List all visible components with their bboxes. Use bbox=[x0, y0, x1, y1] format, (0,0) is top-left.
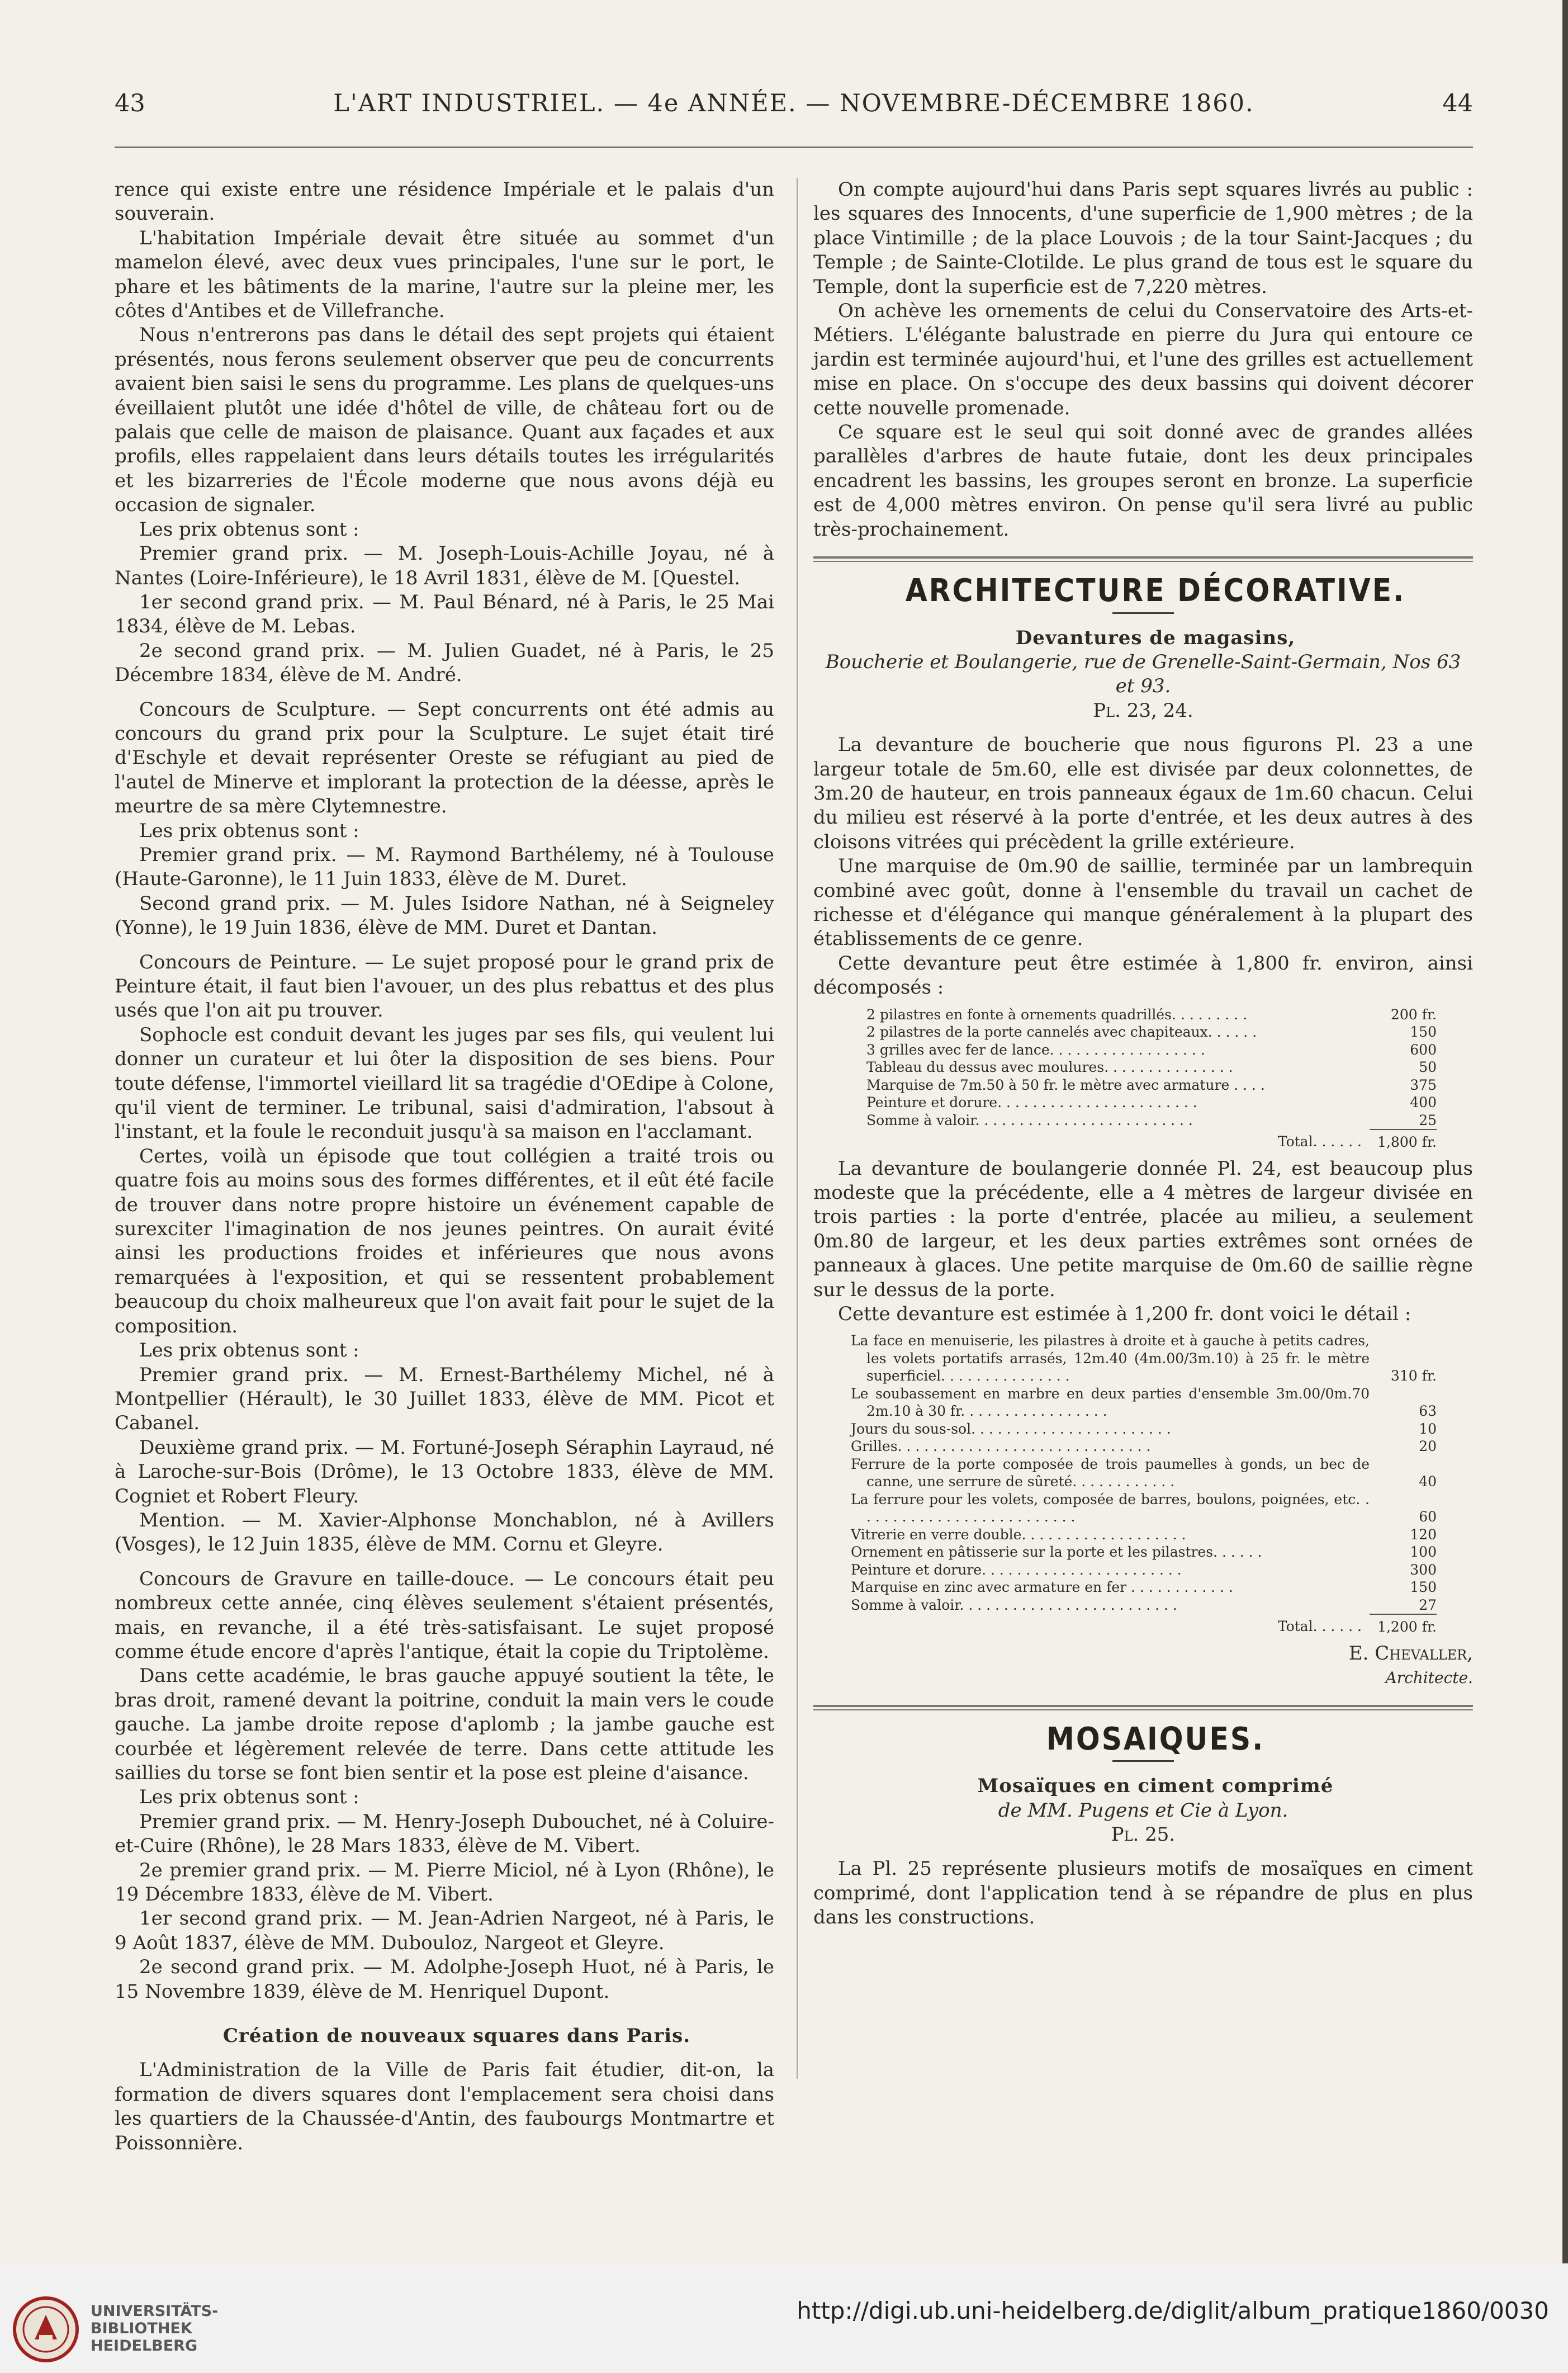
paragraph: Sophocle est conduit devant les juges par ses fils, qui veulent lui donner un curateur et lui ôter la disposition de ses biens. Pour toute défense, l'immortel vieillard lit sa tragédie d'OEdipe à Colone, qu'il vient de terminer. Le tribunal, saisi d'admiration, l'absout à l'instant, et la foule le reconduit jusqu'à sa maison en l'acclamant. bbox=[115, 1023, 774, 1143]
table-row bbox=[866, 1596, 1437, 1615]
paragraph: Concours de Peinture. — Le sujet proposé pour le grand prix de Peinture était, il faut bien l'avouer, un des plus rebattus et des plus usés que l'on ait pu trouver. bbox=[115, 951, 774, 1022]
paragraph: Cette devanture peut être estimée à 1,800 fr. environ, ainsi décomposés : bbox=[813, 952, 1473, 999]
paragraph: On compte aujourd'hui dans Paris sept squares livrés au public : les squares des Innocents, d'une superficie de 1,900 mètres ; de la place Vintimille ; de la place Louvois ; de la tour Saint-Jacques ; du Temple ; de Sainte-Clotilde. Le plus grand de tous est le square du Temple, dont la superficie est de 7,220 mètres. bbox=[813, 178, 1473, 298]
prize-entry: Premier grand prix. — M. Raymond Barthélemy, né à Toulouse (Haute-Garonne), le 11 Juin 1833, élève de M. Duret. bbox=[115, 843, 774, 891]
plate-reference: Pl. 25. bbox=[1111, 1823, 1176, 1846]
section-rule bbox=[813, 561, 1473, 562]
section-rule bbox=[813, 1705, 1473, 1707]
estimate-table-boulangerie bbox=[851, 1332, 1437, 1636]
item-label: 2 pilastres de la porte cannelés avec chapiteaux. . . . . . bbox=[866, 1024, 1257, 1041]
table-row bbox=[866, 1332, 1437, 1385]
title-underline bbox=[1112, 612, 1174, 614]
table-row bbox=[866, 1438, 1437, 1455]
prize-entry: Deuxième grand prix. — M. Fortuné-Joseph Séraphin Layraud, né à Laroche-sur-Bois (Drôme), le 13 Octobre 1833, élève de MM. Cogniet et Robert Fleury. bbox=[115, 1436, 774, 1507]
table-row bbox=[866, 1385, 1437, 1420]
total-label: Total. . . . . . bbox=[1277, 1618, 1362, 1635]
item-amount: 200 fr. bbox=[1390, 1006, 1437, 1023]
item-label: La ferrure pour les volets, composée de barres, boulons, poignées, etc. . . . . . . . . . . . . . . . . . . . . . . . . . bbox=[851, 1491, 1370, 1525]
table-row bbox=[866, 1420, 1437, 1438]
item-label: 3 grilles avec fer de lance. . . . . . . . . . . . . . . . . . bbox=[866, 1041, 1205, 1058]
page-edge-shadow bbox=[1562, 0, 1568, 2263]
item-label: Le soubassement en marbre en deux parties d'ensemble 3m.00/0m.70 2m.10 à 30 fr. . . . . . . . . . . . . . . . . bbox=[851, 1385, 1370, 1420]
item-amount: 60 bbox=[1419, 1509, 1437, 1525]
table-row bbox=[866, 1526, 1437, 1544]
item-label: Somme à valoir. . . . . . . . . . . . . . . . . . . . . . . . . bbox=[866, 1112, 1193, 1128]
prize-entry: Premier grand prix. — M. Joseph-Louis-Achille Joyau, né à Nantes (Loire-Inférieure), le 18 Avril 1831, élève de M. [Questel. bbox=[115, 542, 774, 589]
item-amount: 150 bbox=[1410, 1024, 1437, 1041]
item-label: La face en menuiserie, les pilastres à droite et à gauche à petits cadres, les volets portatifs arrasés, 12m.40 (4m.00/3m.10) à 25 fr. le mètre superficiel. . . . . . . . . . . . . . . bbox=[851, 1332, 1370, 1384]
article-heading-mosaiques: Mosaïques en ciment comprimé bbox=[977, 1775, 1334, 1798]
table-row bbox=[866, 1076, 1437, 1094]
item-amount: 25 bbox=[1370, 1112, 1437, 1130]
prize-entry: Premier grand prix. — M. Ernest-Barthélemy Michel, né à Montpellier (Hérault), le 30 Juillet 1833, élève de MM. Picot et Cabanel. bbox=[115, 1363, 774, 1435]
paragraph: Dans cette académie, le bras gauche appuyé soutient la tête, le bras droit, ramené devant la poitrine, conduit la main vers le coude gauche. La jambe droite repose d'aplomb ; la jambe gauche est courbée et légèrement relevée de terre. Dans cette attitude les saillies du torse se font bien sentir et la pose est pleine d'aisance. bbox=[115, 1665, 774, 1784]
item-amount: 400 bbox=[1410, 1094, 1437, 1111]
paragraph: Nous n'entrerons pas dans le détail des sept projets qui étaient présentés, nous ferons seulement observer que peu de concurrents avaient bien saisi le sens du programme. Les plans de quelques-uns éveillaient plutôt une idée d'hôtel de ville, de château fort ou de palais que celle de maison de plaisance. Quant aux façades et aux profils, elles rappelaient dans leurs détails toutes les irrégularités et les bizarreries de l'École moderne que nous avons déjà eu occasion de signaler. bbox=[115, 324, 774, 517]
item-label: Vitrerie en verre double. . . . . . . . . . . . . . . . . . . bbox=[851, 1526, 1186, 1543]
paragraph: Les prix obtenus sont : bbox=[139, 819, 359, 842]
article-subheading: de MM. Pugens et Cie à Lyon. bbox=[998, 1799, 1288, 1822]
author-signature: E. Chevaller, bbox=[1348, 1642, 1473, 1665]
table-row bbox=[866, 1006, 1437, 1024]
paragraph: La devanture de boulangerie donnée Pl. 24, est beaucoup plus modeste que la précédente, elle a 4 mètres de largeur divisée en trois parties : la porte d'entrée, placée au milieu, a seulement 0m.80 de largeur, et les deux parties extrêmes sont ornées de panneaux à glaces. Une petite marquise de 0m.60 de saillie règne sur le dessus de la porte. bbox=[813, 1157, 1473, 1301]
paragraph: On achève les ornements de celui du Conservatoire des Arts-et-Métiers. L'élégante balustrade en pierre du Jura qui entoure ce jardin est terminée aujourd'hui, et l'une des grilles est actuellement mise en place. On s'occupe des deux bassins qui doivent décorer cette nouvelle promenade. bbox=[813, 300, 1473, 419]
paragraph: Concours de Sculpture. — Sept concurrents ont été admis au concours du grand prix pour la Sculpture. Le sujet était tiré d'Eschyle et devait représenter Oreste se réfugiant au pied de l'autel de Minerve et implorant la protection de la déesse, après le meurtre de sa mère Clytemnestre. bbox=[115, 698, 774, 818]
paragraph: Une marquise de 0m.90 de saillie, terminée par un lambrequin combiné avec goût, donne à l'ensemble du travail un cachet de richesse et d'élégance qui manque généralement à la plupart des établissements de ce genre. bbox=[813, 855, 1473, 951]
plate-reference: Pl. 23, 24. bbox=[1093, 699, 1193, 722]
item-label: Grilles. . . . . . . . . . . . . . . . . . . . . . . . . . . . . bbox=[851, 1438, 1151, 1455]
library-seal-icon bbox=[12, 2296, 79, 2363]
item-amount: 375 bbox=[1410, 1076, 1437, 1093]
item-label: 2 pilastres en fonte à ornements quadrillés. . . . . . . . . bbox=[866, 1006, 1248, 1023]
item-label: Ornement en pâtisserie sur la porte et les pilastres. . . . . . bbox=[851, 1544, 1262, 1561]
prize-entry: 1er second grand prix. — M. Jean-Adrien Nargeot, né à Paris, le 9 Août 1837, élève de MM. Dubouloz, Nargeot et Gleyre. bbox=[115, 1907, 774, 1954]
library-name-line: HEIDELBERG bbox=[91, 2337, 198, 2355]
library-name-line: BIBLIOTHEK bbox=[91, 2320, 192, 2337]
paragraph: L'Administration de la Ville de Paris fait étudier, dit-on, la formation de divers squares dont l'emplacement sera choisi dans les quartiers de la Chaussée-d'Antin, des faubourgs Montmartre et Poissonnière. bbox=[115, 2059, 774, 2154]
prize-entry: 2e second grand prix. — M. Adolphe-Joseph Huot, né à Paris, le 15 Novembre 1839, élève de M. Henriquel Dupont. bbox=[115, 1956, 774, 2003]
paragraph: Ce square est le seul qui soit donné avec de grandes allées parallèles d'arbres de haute futaie, dont les deux principales encadrent les bassins, les groupes seront en bronze. La superficie est de 4,000 mètres environ. On pense qu'il sera livré au public très-prochainement. bbox=[813, 421, 1473, 541]
paragraph: rence qui existe entre une résidence Impériale et le palais d'un souverain. bbox=[115, 178, 774, 225]
item-label: Tableau du dessus avec moulures. . . . . . . . . . . . . . . bbox=[866, 1059, 1233, 1076]
item-amount: 50 bbox=[1419, 1059, 1437, 1076]
item-amount: 300 bbox=[1410, 1561, 1437, 1578]
prize-entry: Premier grand prix. — M. Henry-Joseph Dubouchet, né à Coluire-et-Cuire (Rhône), le 28 Mars 1833, élève de M. Vibert. bbox=[115, 1810, 774, 1857]
section-rule bbox=[813, 1709, 1473, 1710]
item-amount: 120 bbox=[1410, 1526, 1437, 1543]
running-title: L'ART INDUSTRIEL. — 4e ANNÉE. — NOVEMBRE-DÉCEMBRE 1860. bbox=[333, 89, 1254, 117]
paragraph: Les prix obtenus sont : bbox=[139, 518, 359, 541]
table-total-row bbox=[866, 1614, 1437, 1636]
item-label: Ferrure de la porte composée de trois paumelles à gonds, un bec de canne, une serrure de sûreté. . . . . . . . . . . . bbox=[851, 1455, 1370, 1490]
section-title-mosaiques: MOSAIQUES. bbox=[1046, 1720, 1265, 1757]
author-role: Architecte. bbox=[1385, 1668, 1473, 1687]
item-label: Marquise en zinc avec armature en fer . . . . . . . . . . . . bbox=[851, 1579, 1233, 1596]
total-amount: 1,800 fr. bbox=[1377, 1134, 1437, 1151]
item-label: Peinture et dorure. . . . . . . . . . . . . . . . . . . . . . . bbox=[866, 1094, 1197, 1111]
paragraph: L'habitation Impériale devait être située au sommet d'un mamelon élevé, avec deux vues principales, l'une sur le port, le phare et les bâtiments de la marine, l'autre sur la pleine mer, les côtes d'Antibes et de Villefranche. bbox=[115, 226, 774, 323]
table-row bbox=[866, 1455, 1437, 1491]
title-underline bbox=[1112, 1760, 1174, 1762]
estimate-table-boucherie bbox=[866, 1006, 1437, 1151]
paragraph: La Pl. 25 représente plusieurs motifs de mosaïques en ciment comprimé, dont l'application tend à se répandre de plus en plus dans les constructions. bbox=[813, 1857, 1473, 1929]
item-label: Peinture et dorure. . . . . . . . . . . . . . . . . . . . . . . bbox=[851, 1561, 1182, 1578]
table-row bbox=[866, 1561, 1437, 1579]
item-amount: 27 bbox=[1370, 1596, 1437, 1615]
item-amount: 10 bbox=[1419, 1420, 1437, 1437]
left-column bbox=[115, 178, 774, 2155]
permalink-url[interactable]: http://digi.ub.uni-heidelberg.de/diglit/album_pratique1860/0030 bbox=[797, 2297, 1549, 2324]
running-header bbox=[115, 89, 1473, 123]
table-row bbox=[866, 1041, 1437, 1059]
table-row bbox=[866, 1112, 1437, 1130]
table-row bbox=[866, 1578, 1437, 1596]
section-heading-squares: Création de nouveaux squares dans Paris. bbox=[222, 2025, 691, 2048]
paragraph: Cette devanture est estimée à 1,200 fr. dont voici le détail : bbox=[838, 1303, 1411, 1326]
table-row bbox=[866, 1543, 1437, 1561]
item-label: Marquise de 7m.50 à 50 fr. le mètre avec armature . . . . bbox=[866, 1076, 1265, 1093]
right-column bbox=[813, 178, 1473, 1930]
table-row bbox=[866, 1023, 1437, 1041]
item-amount: 600 bbox=[1410, 1041, 1437, 1058]
table-row bbox=[866, 1491, 1437, 1526]
prize-entry: 2e second grand prix. — M. Julien Guadet, né à Paris, le 25 Décembre 1834, élève de M. André. bbox=[115, 639, 774, 687]
table-total-row bbox=[866, 1129, 1437, 1151]
item-label: Somme à valoir. . . . . . . . . . . . . . . . . . . . . . . . . bbox=[851, 1596, 1177, 1613]
prize-entry: Second grand prix. — M. Jules Isidore Nathan, né à Seigneley (Yonne), le 19 Juin 1836, élève de MM. Duret et Dantan. bbox=[115, 892, 774, 939]
item-amount: 63 bbox=[1419, 1403, 1437, 1420]
paragraph: La devanture de boucherie que nous figurons Pl. 23 a une largeur totale de 5m.60, elle est divisée par deux colonnettes, de 3m.20 de hauteur, en trois panneaux égaux de 1m.60 chacun. Celui du milieu est réservé à la porte d'entrée, et les deux autres à des cloisons vitrées qui précèdent la grille extérieure. bbox=[813, 734, 1473, 853]
item-amount: 100 bbox=[1410, 1544, 1437, 1561]
item-amount: 40 bbox=[1419, 1473, 1437, 1490]
article-subheading: Boucherie et Boulangerie, rue de Grenelle-Saint-Germain, Nos 63 et 93. bbox=[825, 650, 1461, 698]
library-name-line: UNIVERSITÄTS- bbox=[91, 2303, 219, 2320]
paragraph: Les prix obtenus sont : bbox=[139, 1786, 359, 1809]
page-number-left: 43 bbox=[115, 89, 145, 117]
paragraph: Concours de Gravure en taille-douce. — Le concours était peu nombreux cette année, cinq élèves seulement s'étaient présentés, mais, en revanche, il a été très-satisfaisant. Le sujet proposé comme étude encore d'après l'antique, était la copie du Triptolème. bbox=[115, 1567, 774, 1663]
table-row bbox=[866, 1058, 1437, 1076]
header-rule bbox=[115, 146, 1473, 148]
total-label: Total. . . . . . bbox=[1277, 1133, 1362, 1150]
paragraph: Les prix obtenus sont : bbox=[139, 1339, 359, 1362]
section-title-architecture: ARCHITECTURE DÉCORATIVE. bbox=[905, 573, 1406, 609]
item-amount: 310 fr. bbox=[1390, 1368, 1437, 1384]
prize-entry: Mention. — M. Xavier-Alphonse Monchablon, né à Avillers (Vosges), le 12 Juin 1835, élève de MM. Cornu et Gleyre. bbox=[115, 1509, 774, 1556]
total-amount: 1,200 fr. bbox=[1377, 1619, 1437, 1635]
viewer-footer bbox=[0, 2263, 1568, 2373]
section-rule bbox=[813, 556, 1473, 559]
item-amount: 150 bbox=[1410, 1579, 1437, 1596]
column-divider bbox=[797, 178, 798, 2079]
item-amount: 20 bbox=[1419, 1438, 1437, 1455]
table-row bbox=[866, 1094, 1437, 1112]
article-heading-devantures: Devantures de magasins, bbox=[1015, 626, 1296, 649]
page-number-right: 44 bbox=[1442, 89, 1473, 117]
prize-entry: 1er second grand prix. — M. Paul Bénard, né à Paris, le 25 Mai 1834, élève de M. Lebas. bbox=[115, 590, 774, 638]
prize-entry: 2e premier grand prix. — M. Pierre Miciol, né à Lyon (Rhône), le 19 Décembre 1833, élève de M. Vibert. bbox=[115, 1859, 774, 1906]
library-name bbox=[91, 2303, 218, 2355]
paragraph: Certes, voilà un épisode que tout collégien a traité trois ou quatre fois au moins sous des formes différentes, et il eût été facile de trouver dans notre propre histoire un événement capable de surexciter l'imagination de nos jeunes peintres. On aurait évité ainsi les productions froides et inférieures que nous avons remarquées à l'exposition, et qui se ressentent probablement beaucoup du choix malheureux que l'on avait fait pour le sujet de la composition. bbox=[115, 1145, 774, 1337]
item-label: Jours du sous-sol. . . . . . . . . . . . . . . . . . . . . . . bbox=[851, 1420, 1171, 1437]
